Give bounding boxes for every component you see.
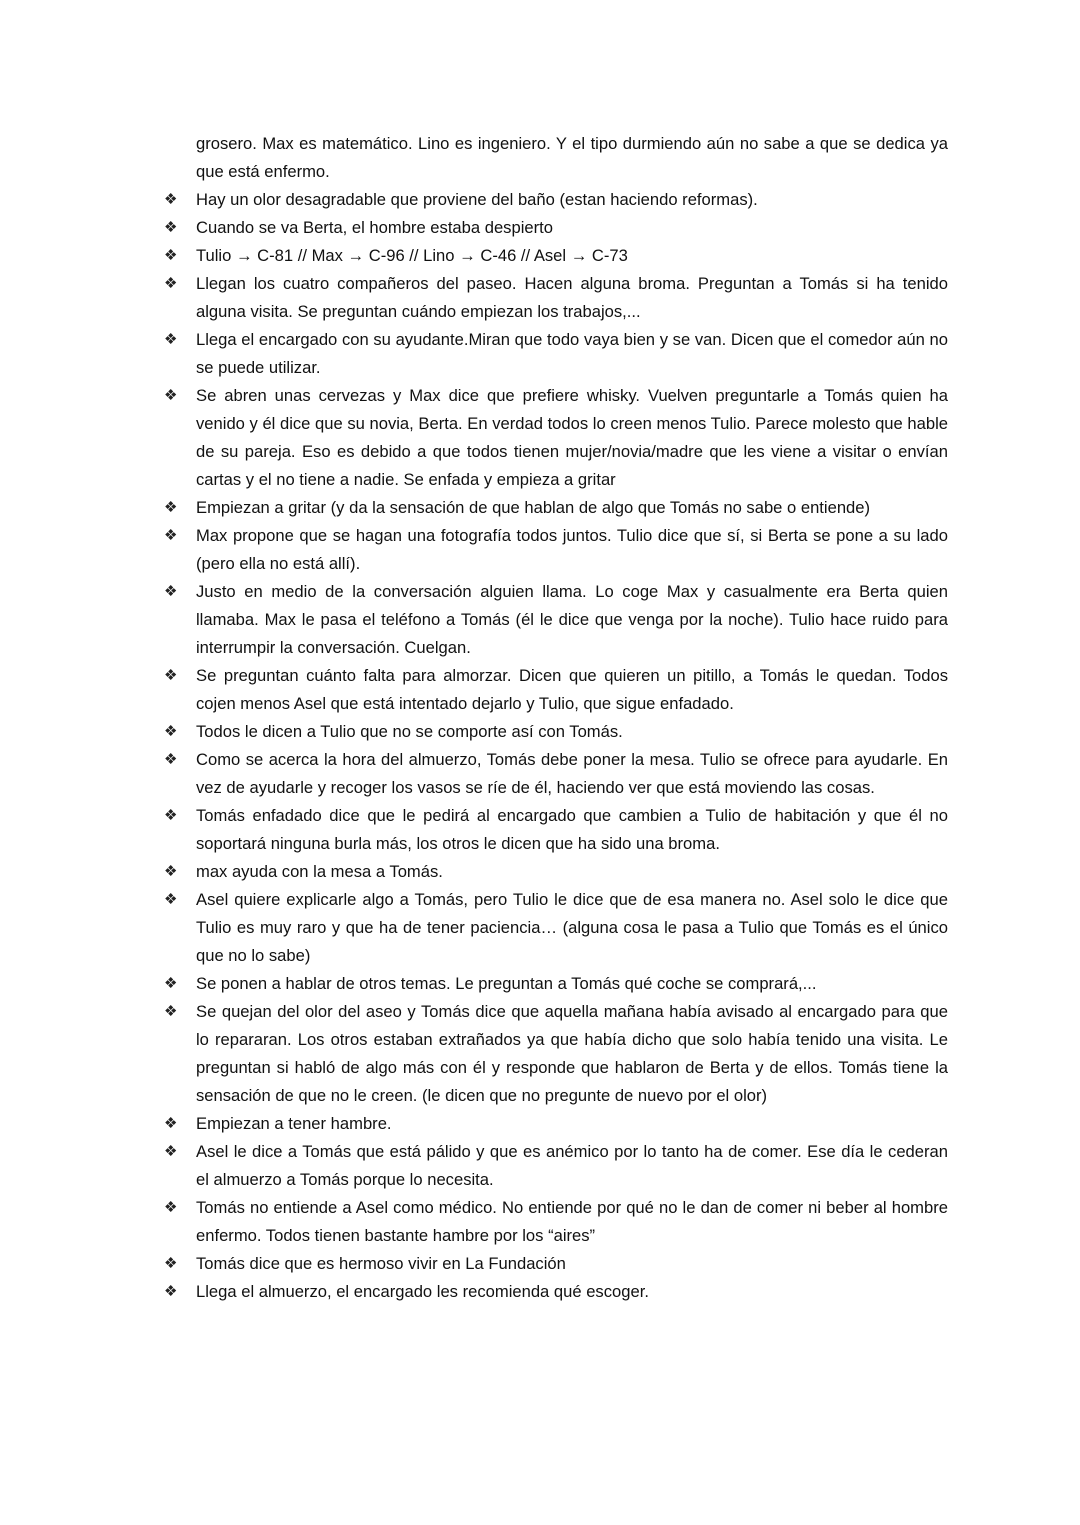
diamond-bullet-icon: ❖ (164, 247, 178, 264)
list-item (164, 214, 948, 242)
list-item (164, 998, 948, 1110)
list-item (164, 382, 948, 494)
diamond-bullet-icon: ❖ (164, 1115, 178, 1132)
list-item (164, 522, 948, 578)
list-item-text: Se quejan del olor del aseo y Tomás dice que aquella mañana había avisado al encargado para que lo repararan. Los otros estaban extrañados ya que había dicho que solo había tenido una visita. Le preguntan si habló de algo más con él y responde que hablaron de Berta y de ellos. Tomás tiene la sensación de que no le creen. (le dicen que no pregunte de nuevo por el olor) (196, 1002, 948, 1105)
diamond-bullet-icon: ❖ (164, 527, 178, 544)
diamond-bullet-icon: ❖ (164, 219, 178, 236)
list-item (164, 494, 948, 522)
list-item-text: Max propone que se hagan una fotografía todos juntos. Tulio dice que sí, si Berta se pone a su lado (pero ella no está allí). (196, 526, 948, 573)
list-item (164, 242, 948, 270)
list-item-text: Justo en medio de la conversación alguien llama. Lo coge Max y casualmente era Berta quien llamaba. Max le pasa el teléfono a Tomás (él le dice que venga por la noche). Tulio hace ruido para interrumpir la conversación. Cuelgan. (196, 582, 948, 657)
list-item (164, 970, 948, 998)
list-item (164, 858, 948, 886)
list-item-text: Empiezan a gritar (y da la sensación de que hablan de algo que Tomás no sabe o entiende) (196, 498, 871, 517)
list-item (164, 1250, 948, 1278)
diamond-bullet-icon: ❖ (164, 1255, 178, 1272)
list-item-text: Tomás no entiende a Asel como médico. No entiende por qué no le dan de comer ni beber al hombre enfermo. Todos tienen bastante hambre por los “aires” (196, 1198, 948, 1245)
list-item (164, 1110, 948, 1138)
diamond-bullet-icon: ❖ (164, 191, 178, 208)
diamond-bullet-icon: ❖ (164, 499, 178, 516)
list-item (164, 326, 948, 382)
diamond-bullet-icon: ❖ (164, 807, 178, 824)
list-item-text: Se abren unas cervezas y Max dice que prefiere whisky. Vuelven preguntarle a Tomás quien ha venido y él dice que su novia, Berta. En verdad todos lo creen menos Tulio. Parece molesto que hable de su pareja. Eso es debido a que todos tienen mujer/novia/madre que les viene a visitar o envían cartas y el no tiene a nadie. Se enfada y empieza a gritar (196, 386, 948, 489)
list-item-text: Se ponen a hablar de otros temas. Le preguntan a Tomás qué coche se comprará,... (196, 974, 817, 993)
list-item-text: Cuando se va Berta, el hombre estaba despierto (196, 218, 553, 237)
diamond-bullet-icon: ❖ (164, 387, 178, 404)
list-item (164, 1138, 948, 1194)
diamond-bullet-icon: ❖ (164, 275, 178, 292)
list-item-text: Asel quiere explicarle algo a Tomás, pero Tulio le dice que de esa manera no. Asel solo le dice que Tulio es muy raro y que ha de tener paciencia… (alguna cosa le pasa a Tulio que Tomás es el único que no lo sabe) (196, 890, 948, 965)
diamond-bullet-icon: ❖ (164, 667, 178, 684)
list-item (164, 718, 948, 746)
diamond-bullet-icon: ❖ (164, 751, 178, 768)
list-item (164, 186, 948, 214)
diamond-bullet-icon: ❖ (164, 583, 178, 600)
diamond-bullet-icon: ❖ (164, 1199, 178, 1216)
diamond-bullet-icon: ❖ (164, 975, 178, 992)
diamond-bullet-icon: ❖ (164, 723, 178, 740)
list-item-text: Tomás dice que es hermoso vivir en La Fundación (196, 1254, 566, 1273)
diamond-bullet-icon: ❖ (164, 1283, 178, 1300)
document-page (164, 130, 948, 1306)
list-item-text: Llegan los cuatro compañeros del paseo. Hacen alguna broma. Preguntan a Tomás si ha tenido alguna visita. Se preguntan cuándo empiezan los trabajos,... (196, 274, 948, 321)
list-item-text: Llega el encargado con su ayudante.Miran que todo vaya bien y se van. Dicen que el comedor aún no se puede utilizar. (196, 330, 948, 377)
list-item (164, 578, 948, 662)
list-item (164, 746, 948, 802)
diamond-bullet-icon: ❖ (164, 891, 178, 908)
bullet-list (164, 186, 948, 1306)
list-item-text: Empiezan a tener hambre. (196, 1114, 392, 1133)
list-item-text: Llega el almuerzo, el encargado les recomienda qué escoger. (196, 1282, 649, 1301)
list-item (164, 802, 948, 858)
diamond-bullet-icon: ❖ (164, 1003, 178, 1020)
list-item-text: Todos le dicen a Tulio que no se comporte así con Tomás. (196, 722, 623, 741)
list-item (164, 1278, 948, 1306)
list-item-text: Hay un olor desagradable que proviene del baño (estan haciendo reformas). (196, 190, 758, 209)
diamond-bullet-icon: ❖ (164, 331, 178, 348)
diamond-bullet-icon: ❖ (164, 863, 178, 880)
list-item-text: Como se acerca la hora del almuerzo, Tomás debe poner la mesa. Tulio se ofrece para ayudarle. En vez de ayudarle y recoger los vasos se ríe de él, haciendo ver que está moviendo las cosas. (196, 750, 948, 797)
list-item-text: max ayuda con la mesa a Tomás. (196, 862, 443, 881)
list-item-text: Asel le dice a Tomás que está pálido y que es anémico por lo tanto ha de comer. Ese día le cederan el almuerzo a Tomás porque lo necesita. (196, 1142, 948, 1189)
list-item-text: Tulio → C-81 // Max → C-96 // Lino → C-46 // Asel → C-73 (196, 246, 628, 265)
diamond-bullet-icon: ❖ (164, 1143, 178, 1160)
list-item (164, 270, 948, 326)
continuation-paragraph: grosero. Max es matemático. Lino es ingeniero. Y el tipo durmiendo aún no sabe a que se dedica ya que está enfermo. (196, 134, 948, 181)
list-item-text: Se preguntan cuánto falta para almorzar. Dicen que quieren un pitillo, a Tomás le quedan. Todos cojen menos Asel que está intentado dejarlo y Tulio, que sigue enfadado. (196, 666, 948, 713)
list-item-text: Tomás enfadado dice que le pedirá al encargado que cambien a Tulio de habitación y que él no soportará ninguna burla más, los otros le dicen que ha sido una broma. (196, 806, 948, 853)
list-item (164, 662, 948, 718)
list-item (164, 886, 948, 970)
list-item (164, 1194, 948, 1250)
